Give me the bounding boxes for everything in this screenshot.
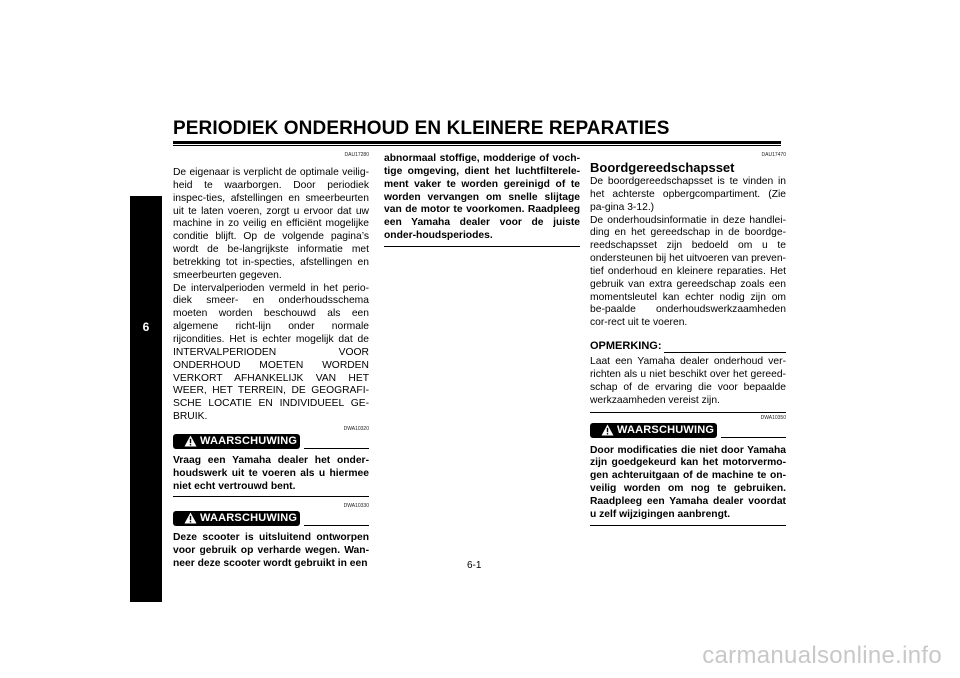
warning-label: WAARSCHUWING (617, 423, 715, 436)
toolkit-paragraph: De boordgereedschapsset is te vinden in het achterste opbergcompartiment. (Zie pa-gina 3-12.) (590, 176, 786, 213)
interval-paragraph: De intervalperioden vermeld in het perio-diek smeer- en onderhoudsschema moeten worden beschouwd als een algemene richt-lijn onder normale rijcondities. Het is echter mogelijk dat de INTERVALPERIODEN VOOR ONDERHOUD MOETEN WORDEN VERKORT AFHANKELIJK VAN HET WEER, HET TERREIN, DE GEOGRAFI-SCHE LOCATIE EN INDIVIDUEEL GE-BRUIK. (173, 282, 369, 423)
column-middle (384, 153, 580, 247)
note-rule (664, 352, 786, 353)
warning-header (173, 511, 369, 530)
warning-triangle-icon (184, 512, 197, 524)
warning-code: DWA10320 (343, 425, 369, 432)
warning-rule (721, 437, 786, 438)
section-title: Boordgereedschapsset (590, 160, 735, 175)
warning-rule (304, 525, 369, 526)
warning-text-continued: abnormaal stoffige, modderige of voch-tige omgeving, dient het luchtfilterele-ment vaker te worden gereinigd of te worden vervangen om snelle slijtage van de motor te voorkomen. Raadpleeg een Yamaha dealer voor de juiste onder-houdsperiodes. (384, 153, 580, 242)
warning-code: DWA10350 (760, 414, 786, 421)
note-end-rule (590, 412, 786, 413)
warning-text: Deze scooter is uitsluitend ontworpen voor gebruik op verharde wegen. Wan-neer deze scooter wordt gebruikt in een (173, 532, 369, 570)
chapter-tab-number: 6 (142, 320, 150, 334)
warning-end-rule (590, 525, 786, 526)
column-right (590, 152, 786, 526)
intro-paragraph: De eigenaar is verplicht de optimale veilig-heid te waarborgen. Door periodiek inspec-ties, afstellingen en smeerbeurten uit te laten voeren, zorgt u ervoor dat uw machine in zo veilig en efficiënt mogelijke conditie blijft. Op de volgende pagina’s wordt de be-langrijkste informatie met betrekking tot in-specties, afstellingen en smeerbeurten gegeven. (173, 167, 369, 281)
warning-triangle-icon (601, 424, 614, 436)
warning-label: WAARSCHUWING (200, 434, 298, 447)
column-left (173, 152, 369, 571)
page-number: 6-1 (467, 560, 482, 571)
note-text: Laat een Yamaha dealer onderhoud ver-richten als u niet beschikt over het gereed-schap of de ervaring die voor bepaalde werkzaamheden vereist zijn. (590, 356, 786, 406)
warning-badge (590, 423, 717, 438)
note-title: OPMERKING: (590, 340, 662, 353)
warning-end-rule (173, 496, 369, 497)
note-header (590, 340, 786, 356)
doc-code: DAU17280 (344, 152, 369, 158)
warning-label: WAARSCHUWING (200, 512, 298, 525)
title-rule-thin (173, 145, 781, 146)
warning-triangle-icon (184, 435, 197, 447)
title-rule (173, 141, 781, 144)
warning-rule (304, 448, 369, 449)
warning-end-rule (384, 246, 580, 247)
page-title: PERIODIEK ONDERHOUD EN KLEINERE REPARATIES (173, 118, 670, 139)
warning-header (590, 423, 786, 442)
toolkit-usage-paragraph: De onderhoudsinformatie in deze handlei-ding en het gereedschap in de boordge-reedschapsset zijn bedoeld om u te ondersteunen bij het uitvoeren van preven-tief onderhoud en kleinere reparaties. Het gebruik van extra gereedschap zoals een momentsleutel kan echter nodig zijn om be-paalde onderhoudswerkzaamheden cor-rect uit te voeren. (590, 214, 786, 329)
watermark: carmanualsonline.info (702, 642, 942, 669)
warning-header (173, 434, 369, 453)
warning-badge (173, 511, 300, 526)
warning-code: DWA10330 (343, 503, 369, 510)
doc-code: DAU17470 (761, 152, 786, 158)
warning-badge (173, 434, 300, 449)
chapter-tab (130, 196, 162, 602)
warning-text: Vraag een Yamaha dealer het onder-houdswerk uit te voeren als u hiermee niet echt vertrouwd bent. (173, 454, 369, 492)
warning-text: Door modificaties die niet door Yamaha zijn goedgekeurd kan het motorvermo-gen achteruitgaan of de machine te on-veilig worden om nog te gebruiken. Raadpleeg een Yamaha dealer voordat u zelf wijzigingen aanbrengt. (590, 444, 786, 520)
